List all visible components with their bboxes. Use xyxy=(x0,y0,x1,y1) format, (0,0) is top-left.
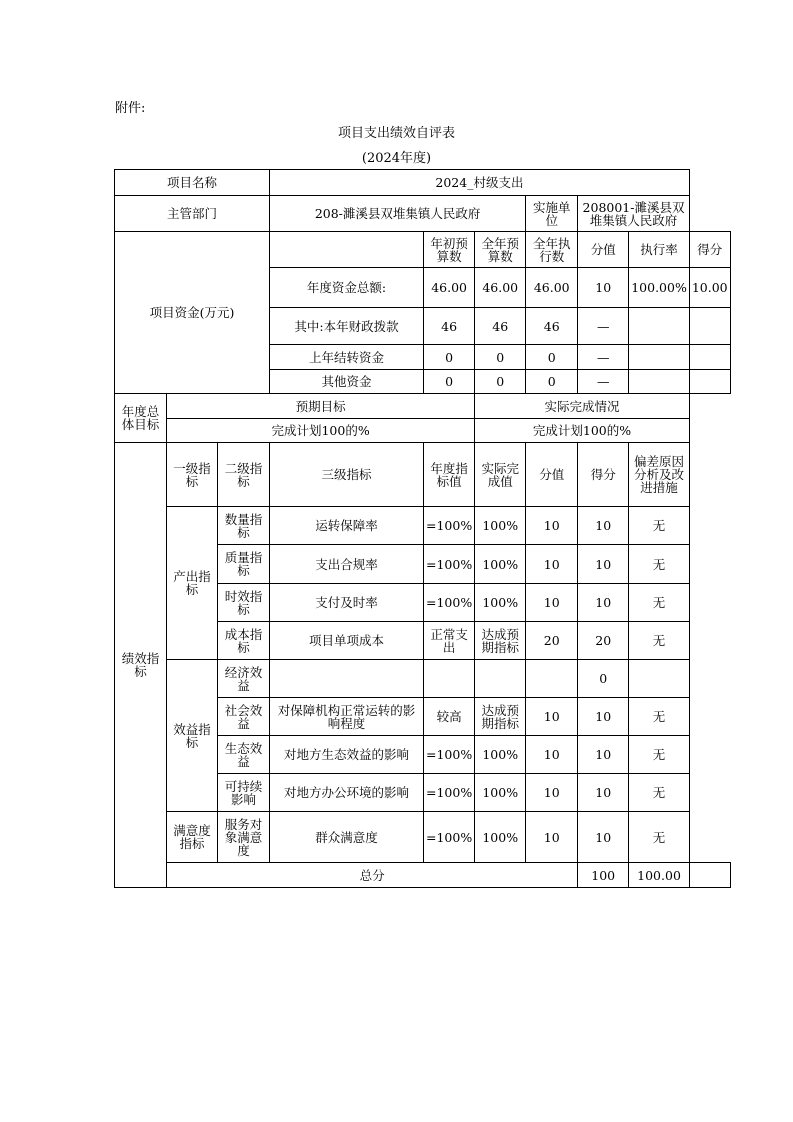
target-cell: =100% xyxy=(424,812,475,863)
annual-goals-label: 年度总体目标 xyxy=(115,394,167,443)
funds-cell: 46.00 xyxy=(424,268,475,308)
score-cell: 10 xyxy=(526,507,578,545)
level3-cell: 对地方办公环境的影响 xyxy=(270,774,424,812)
target-cell: 正常支出 xyxy=(424,622,475,660)
funds-cell: — xyxy=(578,345,629,370)
project-name-value: 2024_村级支出 xyxy=(270,170,690,196)
score-cell: 20 xyxy=(526,622,578,660)
funds-row-label: 其他资金 xyxy=(270,370,424,394)
funds-cell: 100.00% xyxy=(629,268,690,308)
attachment-label: 附件: xyxy=(115,101,146,116)
funds-cell: 46 xyxy=(475,308,526,345)
perf-header-level2: 二级指标 xyxy=(218,443,270,507)
funds-header-annual: 全年预算数 xyxy=(475,232,526,268)
actual-cell: 100% xyxy=(475,812,526,863)
funds-cell: — xyxy=(578,308,629,345)
funds-cell: 0 xyxy=(424,345,475,370)
note-cell: 无 xyxy=(629,507,690,545)
funds-label: 项目资金(万元) xyxy=(115,232,270,394)
level2-cell: 生态效益 xyxy=(218,736,270,774)
level2-cell: 成本指标 xyxy=(218,622,270,660)
funds-cell xyxy=(689,345,730,370)
funds-cell xyxy=(629,345,690,370)
funds-row-label: 其中:本年财政拨款 xyxy=(270,308,424,345)
funds-header-executed: 全年执行数 xyxy=(526,232,578,268)
actual-cell: 100% xyxy=(475,545,526,584)
impl-unit-label: 实施单位 xyxy=(526,196,578,232)
perf-header-note: 偏差原因分析及改进措施 xyxy=(629,443,690,507)
actual-cell: 100% xyxy=(475,507,526,545)
target-cell: 较高 xyxy=(424,698,475,736)
got-cell: 20 xyxy=(578,622,629,660)
perf-header-level3: 三级指标 xyxy=(270,443,424,507)
performance-label: 绩效指标 xyxy=(115,443,167,888)
level2-cell: 可持续影响 xyxy=(218,774,270,812)
funds-cell: 10 xyxy=(578,268,629,308)
perf-header-score: 分值 xyxy=(526,443,578,507)
level3-cell: 群众满意度 xyxy=(270,812,424,863)
page-title: 项目支出绩效自评表 xyxy=(337,126,455,141)
score-cell xyxy=(526,660,578,698)
actual-cell xyxy=(475,660,526,698)
level2-cell: 数量指标 xyxy=(218,507,270,545)
funds-cell: 10.00 xyxy=(689,268,730,308)
target-cell: =100% xyxy=(424,507,475,545)
funds-cell: 0 xyxy=(424,370,475,394)
level3-cell: 项目单项成本 xyxy=(270,622,424,660)
level2-cell: 服务对象满意度 xyxy=(218,812,270,863)
expected-goals-label: 预期目标 xyxy=(167,394,475,419)
got-cell: 10 xyxy=(578,698,629,736)
dept-value: 208-濉溪县双堆集镇人民政府 xyxy=(270,196,526,232)
actual-cell: 100% xyxy=(475,774,526,812)
funds-header-rate: 执行率 xyxy=(629,232,690,268)
impl-unit-value: 208001-濉溪县双堆集镇人民政府 xyxy=(578,196,690,232)
note-cell: 无 xyxy=(629,545,690,584)
actual-completion-label: 实际完成情况 xyxy=(475,394,690,419)
level2-cell: 质量指标 xyxy=(218,545,270,584)
funds-cell: 46 xyxy=(424,308,475,345)
note-cell: 无 xyxy=(629,812,690,863)
got-cell: 10 xyxy=(578,507,629,545)
total-label: 总分 xyxy=(167,863,578,888)
funds-cell: 0 xyxy=(475,370,526,394)
score-cell: 10 xyxy=(526,698,578,736)
benefit-indicator-label: 效益指标 xyxy=(167,660,218,812)
funds-cell xyxy=(689,370,730,394)
funds-cell: 0 xyxy=(526,370,578,394)
total-score: 100 xyxy=(578,863,629,888)
target-cell: =100% xyxy=(424,774,475,812)
page-subtitle: (2024年度) xyxy=(361,151,432,166)
got-cell: 10 xyxy=(578,545,629,584)
level3-cell: 对保障机构正常运转的影响程度 xyxy=(270,698,424,736)
got-cell: 10 xyxy=(578,736,629,774)
level2-cell: 社会效益 xyxy=(218,698,270,736)
level3-cell: 支付及时率 xyxy=(270,584,424,622)
level3-cell: 对地方生态效益的影响 xyxy=(270,736,424,774)
evaluation-table xyxy=(114,169,731,888)
project-name-label: 项目名称 xyxy=(115,170,270,196)
level3-cell: 支出合规率 xyxy=(270,545,424,584)
note-cell xyxy=(629,660,690,698)
note-cell: 无 xyxy=(629,584,690,622)
target-cell: =100% xyxy=(424,584,475,622)
level2-cell: 经济效益 xyxy=(218,660,270,698)
got-cell: 0 xyxy=(578,660,629,698)
perf-header-actual: 实际完成值 xyxy=(475,443,526,507)
perf-header-target: 年度指标值 xyxy=(424,443,475,507)
funds-header-blank xyxy=(270,232,424,268)
actual-cell: 100% xyxy=(475,736,526,774)
actual-cell: 100% xyxy=(475,584,526,622)
score-cell: 10 xyxy=(526,736,578,774)
actual-cell: 达成预期指标 xyxy=(475,622,526,660)
funds-cell xyxy=(689,308,730,345)
expected-goals-value: 完成计划100的% xyxy=(167,419,475,443)
funds-header-initial: 年初预算数 xyxy=(424,232,475,268)
level3-cell xyxy=(270,660,424,698)
note-cell: 无 xyxy=(629,622,690,660)
funds-cell xyxy=(629,308,690,345)
actual-cell: 达成预期指标 xyxy=(475,698,526,736)
note-cell: 无 xyxy=(629,698,690,736)
note-cell: 无 xyxy=(629,774,690,812)
funds-cell: 46.00 xyxy=(475,268,526,308)
funds-cell: 46 xyxy=(526,308,578,345)
score-cell: 10 xyxy=(526,812,578,863)
funds-cell: 0 xyxy=(526,345,578,370)
funds-header-score: 分值 xyxy=(578,232,629,268)
perf-header-got: 得分 xyxy=(578,443,629,507)
got-cell: 10 xyxy=(578,812,629,863)
funds-header-got: 得分 xyxy=(689,232,730,268)
actual-completion-value: 完成计划100的% xyxy=(475,419,690,443)
funds-row-label: 年度资金总额: xyxy=(270,268,424,308)
total-note xyxy=(689,863,730,888)
output-indicator-label: 产出指标 xyxy=(167,507,218,660)
got-cell: 10 xyxy=(578,584,629,622)
funds-cell: 46.00 xyxy=(526,268,578,308)
target-cell xyxy=(424,660,475,698)
level3-cell: 运转保障率 xyxy=(270,507,424,545)
score-cell: 10 xyxy=(526,774,578,812)
score-cell: 10 xyxy=(526,584,578,622)
score-cell: 10 xyxy=(526,545,578,584)
funds-cell: — xyxy=(578,370,629,394)
funds-cell xyxy=(629,370,690,394)
dept-label: 主管部门 xyxy=(115,196,270,232)
target-cell: =100% xyxy=(424,736,475,774)
funds-cell: 0 xyxy=(475,345,526,370)
level2-cell: 时效指标 xyxy=(218,584,270,622)
funds-row-label: 上年结转资金 xyxy=(270,345,424,370)
satisfaction-indicator-label: 满意度指标 xyxy=(167,812,218,863)
target-cell: =100% xyxy=(424,545,475,584)
got-cell: 10 xyxy=(578,774,629,812)
perf-header-level1: 一级指标 xyxy=(167,443,218,507)
total-got: 100.00 xyxy=(629,863,690,888)
note-cell: 无 xyxy=(629,736,690,774)
